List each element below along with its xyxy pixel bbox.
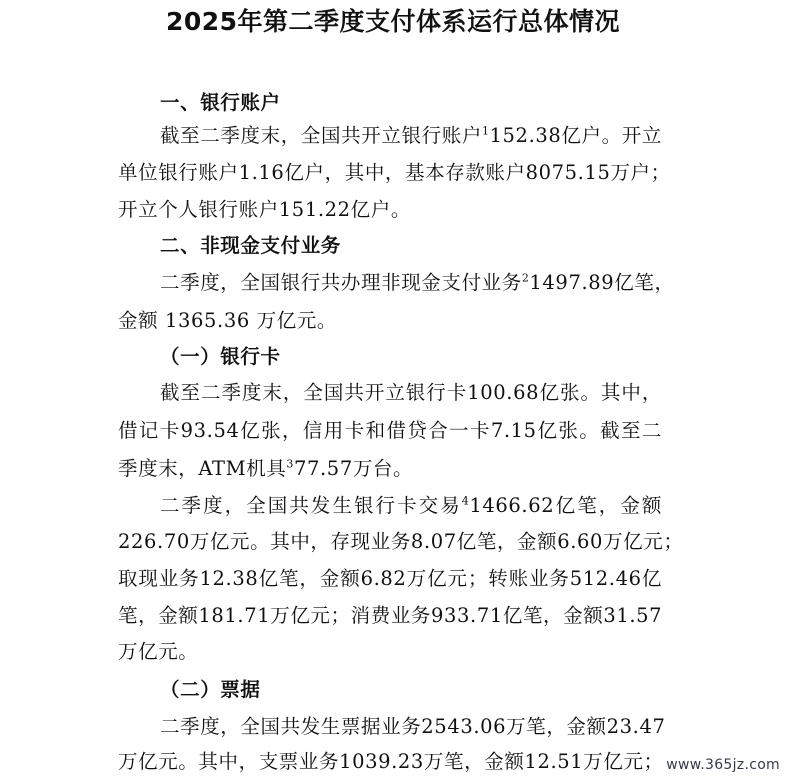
site-watermark: www.365jz.com — [666, 757, 780, 773]
text-segment: 截至二季度末，全国共开立银行账户 — [160, 124, 482, 147]
section-heading-bank-accounts: 一、银行账户 — [160, 91, 281, 114]
text-segment: 1466.62亿笔，金额 — [469, 494, 663, 517]
paragraph-line — [160, 118, 662, 154]
text-segment: 77.57万台。 — [294, 457, 414, 480]
paragraph-line: 二季度，全国共发生票据业务2543.06万笔，金额23.47 — [160, 715, 666, 738]
text-segment: 季度末，ATM机具 — [118, 457, 287, 480]
subsection-heading-bills: （二）票据 — [160, 678, 261, 701]
text-segment: 二季度，全国银行共办理非现金支付业务 — [160, 271, 522, 294]
footnote-marker: 2 — [521, 271, 530, 285]
paragraph-line: 单位银行账户1.16亿户，其中，基本存款账户8075.15万户； — [118, 161, 671, 184]
paragraph-line: 借记卡93.54亿张，信用卡和借贷合一卡7.15亿张。截至二 — [118, 419, 662, 442]
paragraph-line: 万亿元。其中，支票业务1039.23万笔，金额12.51万亿元； — [118, 750, 664, 773]
text-segment: 1497.89亿笔， — [529, 271, 675, 294]
section-heading-noncash-payments: 二、非现金支付业务 — [160, 234, 341, 257]
footnote-marker: 1 — [481, 124, 490, 138]
paragraph-line: 金额 1365.36 万亿元。 — [118, 309, 338, 332]
paragraph-line: 截至二季度末，全国共开立银行卡100.68亿张。其中， — [160, 381, 662, 404]
footnote-marker: 4 — [461, 494, 470, 508]
paragraph-line — [160, 488, 662, 524]
page-title: 2025年第二季度支付体系运行总体情况 — [165, 7, 621, 36]
paragraph-line: 开立个人银行账户151.22亿户。 — [118, 198, 411, 221]
paragraph-line — [118, 451, 413, 487]
text-segment: 152.38亿户。开立 — [489, 124, 662, 147]
paragraph-line — [160, 265, 675, 301]
footnote-marker: 3 — [286, 457, 294, 471]
text-segment: 二季度，全国共发生银行卡交易 — [160, 494, 462, 517]
paragraph-line: 万亿元。 — [118, 640, 199, 663]
subsection-heading-bank-cards: （一）银行卡 — [160, 345, 281, 368]
paragraph-line: 226.70万亿元。其中，存现业务8.07亿笔，金额6.60万亿元； — [118, 530, 684, 553]
paragraph-line: 笔，金额181.71万亿元；消费业务933.71亿笔，金额31.57 — [118, 604, 663, 627]
paragraph-line: 取现业务12.38亿笔，金额6.82万亿元；转账业务512.46亿 — [118, 567, 662, 590]
